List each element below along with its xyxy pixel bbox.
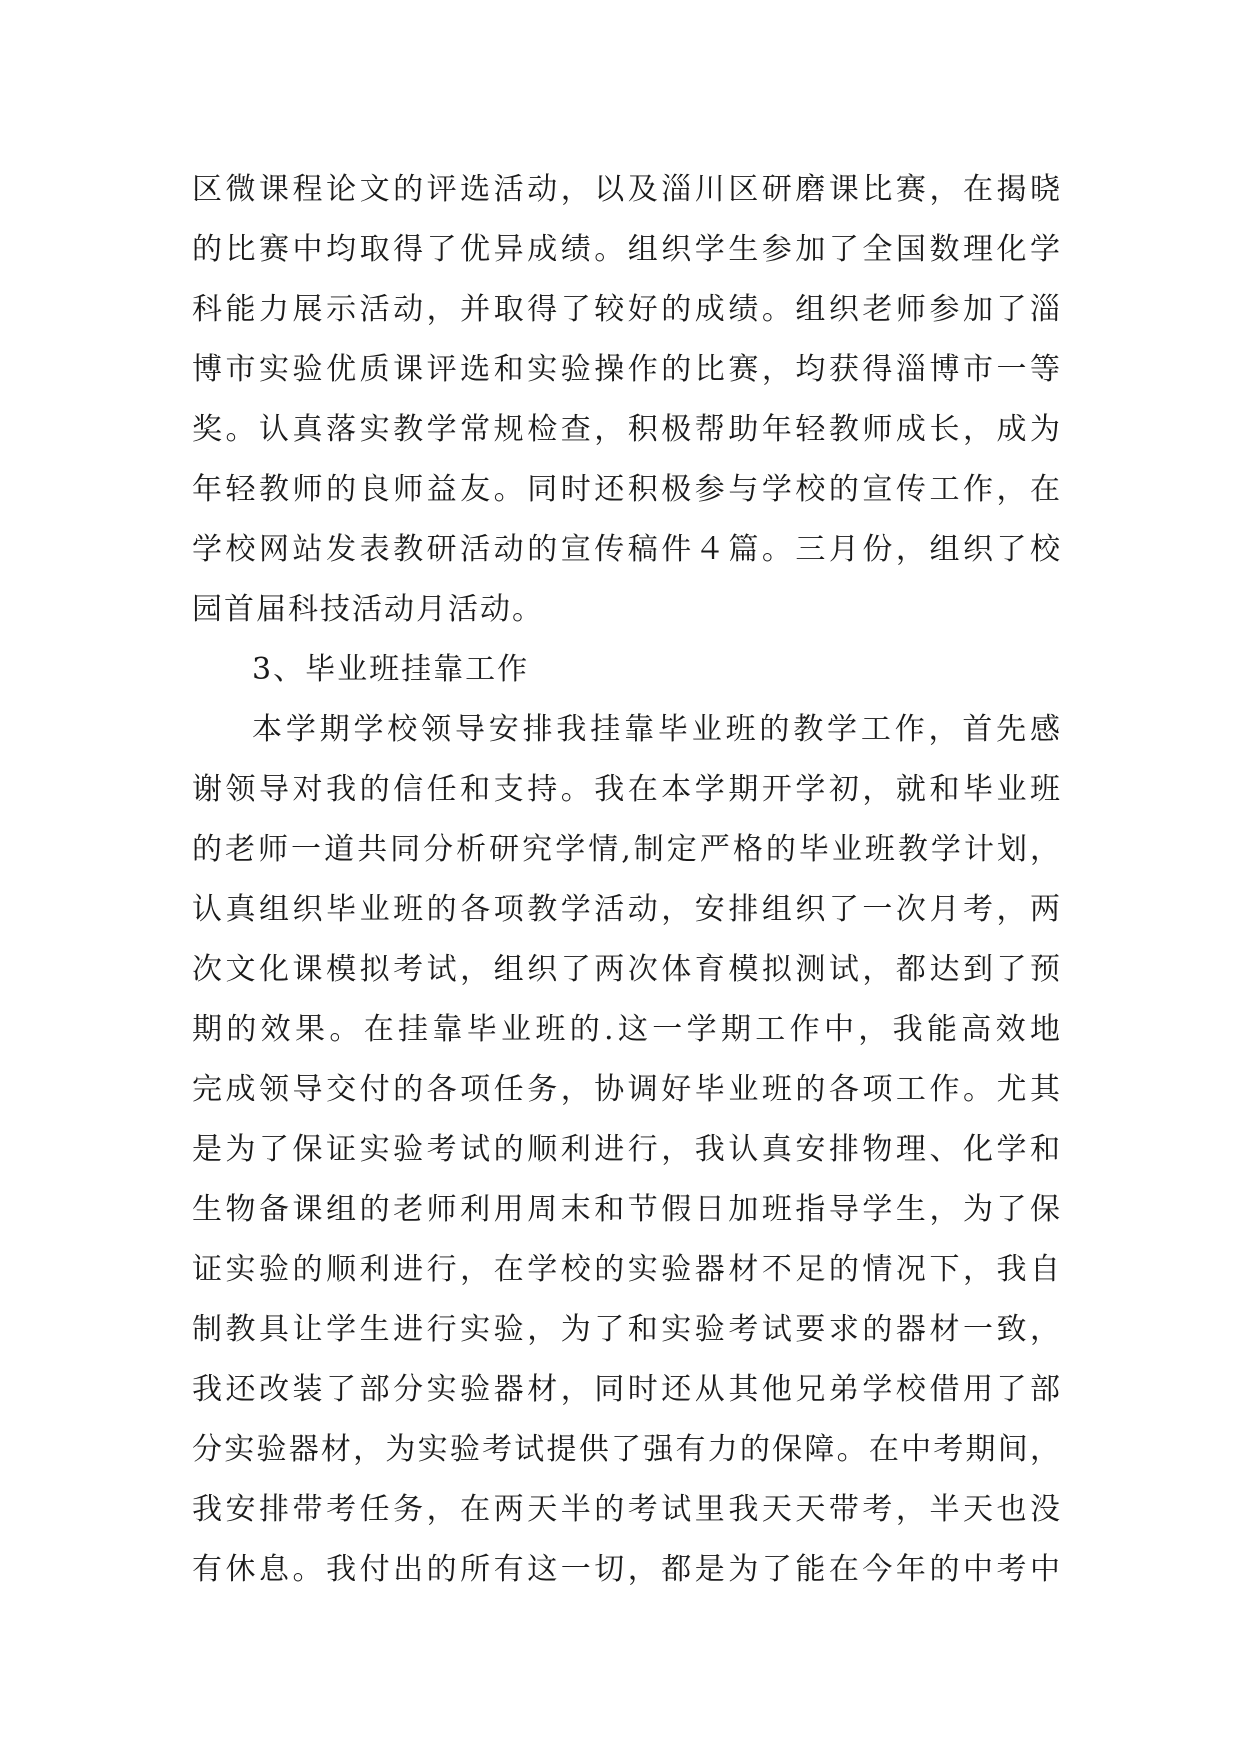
text-line: 期的效果。在挂靠毕业班的.这一学期工作中，我能高效地 xyxy=(192,1012,1062,1047)
text-line: 我还改装了部分实验器材，同时还从其他兄弟学校借用了部 xyxy=(192,1372,1062,1407)
text-line: 的比赛中均取得了优异成绩。组织学生参加了全国数理化学 xyxy=(192,232,1062,267)
text-line: 年轻教师的良师益友。同时还积极参与学校的宣传工作，在 xyxy=(192,472,1062,507)
text-line: 奖。认真落实教学常规检查，积极帮助年轻教师成长，成为 xyxy=(192,412,1062,447)
text-line: 完成领导交付的各项任务，协调好毕业班的各项工作。尤其 xyxy=(192,1072,1062,1107)
text-line: 是为了保证实验考试的顺利进行，我认真安排物理、化学和 xyxy=(192,1132,1062,1167)
section-heading-text: 3、毕业班挂靠工作 xyxy=(252,652,530,687)
text-line: 次文化课模拟考试，组织了两次体育模拟测试，都达到了预 xyxy=(192,952,1062,987)
text-line: 认真组织毕业班的各项教学活动，安排组织了一次月考，两 xyxy=(192,892,1062,927)
section-heading xyxy=(192,640,1062,700)
text-line: 的老师一道共同分析研究学情,制定严格的毕业班教学计划， xyxy=(192,832,1062,867)
paragraph-1 xyxy=(192,160,1062,640)
paragraph-2 xyxy=(192,700,1062,1600)
text-line: 博市实验优质课评选和实验操作的比赛，均获得淄博市一等 xyxy=(192,352,1062,387)
text-line: 有休息。我付出的所有这一切，都是为了能在今年的中考中 xyxy=(192,1552,1062,1587)
text-line: 学校网站发表教研活动的宣传稿件４篇。三月份，组织了校 xyxy=(192,532,1062,567)
text-line: 本学期学校领导安排我挂靠毕业班的教学工作，首先感 xyxy=(252,712,1062,747)
document-body xyxy=(192,160,1062,1600)
text-line: 区微课程论文的评选活动，以及淄川区研磨课比赛，在揭晓 xyxy=(192,172,1062,207)
text-line: 园首届科技活动月活动。 xyxy=(192,592,544,627)
text-line: 制教具让学生进行实验，为了和实验考试要求的器材一致， xyxy=(192,1312,1062,1347)
text-line: 谢领导对我的信任和支持。我在本学期开学初，就和毕业班 xyxy=(192,772,1062,807)
text-line: 证实验的顺利进行，在学校的实验器材不足的情况下，我自 xyxy=(192,1252,1062,1287)
text-line: 分实验器材，为实验考试提供了强有力的保障。在中考期间， xyxy=(192,1432,1062,1467)
text-line: 科能力展示活动，并取得了较好的成绩。组织老师参加了淄 xyxy=(192,292,1062,327)
text-line: 生物备课组的老师利用周末和节假日加班指导学生，为了保 xyxy=(192,1192,1062,1227)
text-line: 我安排带考任务，在两天半的考试里我天天带考，半天也没 xyxy=(192,1492,1062,1527)
